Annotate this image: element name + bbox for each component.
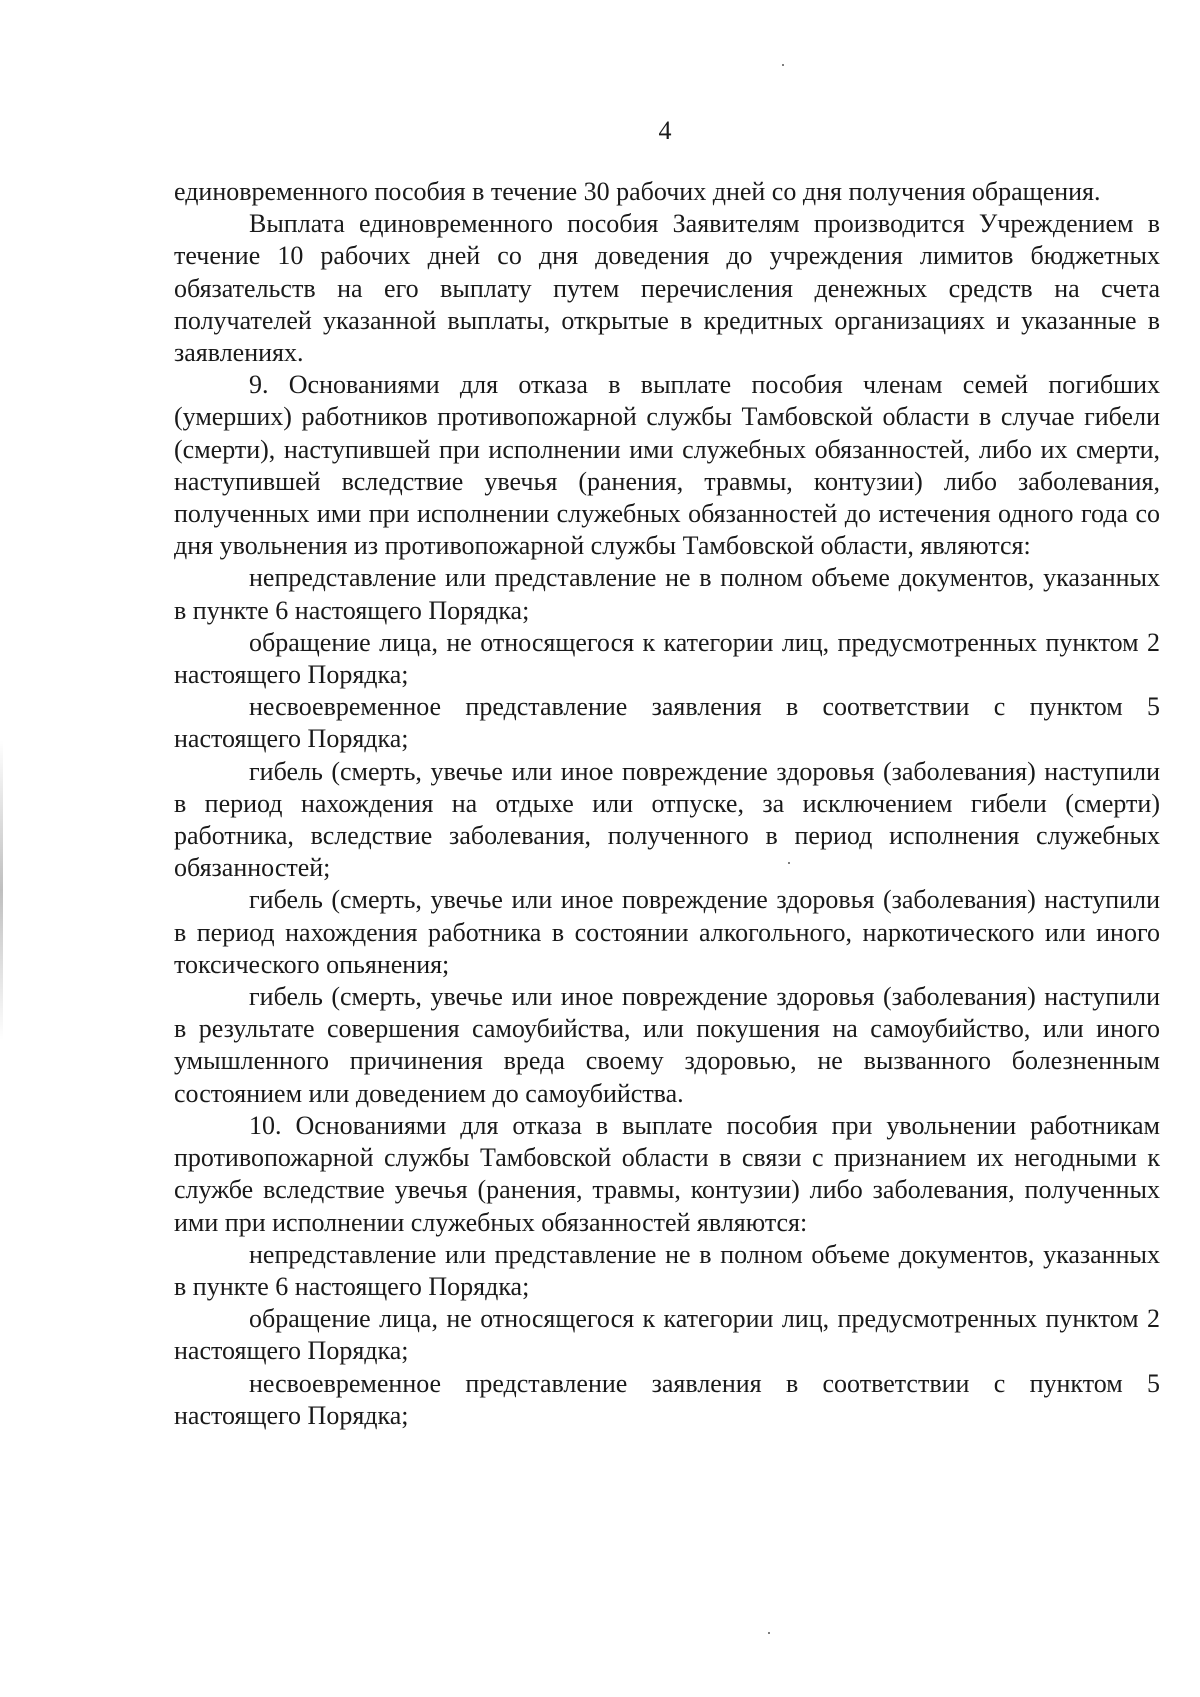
page-number: 4 [658,116,672,145]
document-body [174,176,1160,1432]
scan-speck [782,64,784,66]
list-item: непредставление или представление не в полном объеме документов, указанных в пункте 6 настоящего Порядка; [174,1239,1160,1301]
list-item: гибель (смерть, увечье или иное повреждение здоровья (заболевания) наступили в результате совершения самоубийства, или покушения на самоубийство, или иного умышленного причинения вреда своему здоровью, не вызванного болезненным состоянием или доведением до самоубийства. [174,982,1160,1108]
list-item: гибель (смерть, увечье или иное повреждение здоровья (заболевания) наступили в период нахождения на отдыхе или отпуске, за исключением гибели (смерти) работника, вследствие заболевания, полученного в период исполнения служебных обязанностей; [174,756,1160,883]
paragraph: единовременного пособия в течение 30 рабочих дней со дня получения обращения. [174,177,1101,206]
list-item: обращение лица, не относящегося к категории лиц, предусмотренных пунктом 2 настоящего Порядка; [174,1304,1160,1366]
list-item: непредставление или представление не в полном объеме документов, указанных в пункте 6 настоящего Порядка; [174,563,1160,625]
paragraph-item-10: 10. Основаниями для отказа в выплате пособия при увольнении работникам противопожарной службы Тамбовской области в связи с признанием их негодными к службе вследствие увечья (ранения, травмы, контузии) либо заболевания, полученных ими при исполнении служебных обязанностей являются: [174,1110,1160,1237]
scan-speck [768,1632,770,1634]
paragraph-item-9: 9. Основаниями для отказа в выплате пособия членам семей погибших (умерших) работников противопожарной службы Тамбовской области в случае гибели (смерти), наступившей при исполнении ими служебных обязанностей, либо их смерти, наступившей вследствие увечья (ранения, травмы, контузии) либо заболевания, полученных ими при исполнении служебных обязанностей до истечения одного года со дня увольнения из противопожарной службы Тамбовской области, являются: [174,370,1160,561]
scan-edge-shadow [0,740,3,1040]
paragraph: Выплата единовременного пособия Заявителям производится Учреждением в течение 10 рабочих дней со дня доведения до учреждения лимитов бюджетных обязательств на его выплату путем перечисления денежных средств на счета получателей указанной выплаты, открытые в кредитных организациях и указанные в заявлениях. [174,209,1160,368]
list-item: несвоевременное представление заявления в соответствии с пунктом 5 настоящего Порядка; [174,1368,1160,1430]
list-item: несвоевременное представление заявления в соответствии с пунктом 5 настоящего Порядка; [174,692,1160,754]
list-item: обращение лица, не относящегося к категории лиц, предусмотренных пунктом 2 настоящего Порядка; [174,627,1160,690]
list-item: гибель (смерть, увечье или иное повреждение здоровья (заболевания) наступили в период нахождения работника в состоянии алкогольного, наркотического или иного токсического опьянения; [174,885,1160,979]
